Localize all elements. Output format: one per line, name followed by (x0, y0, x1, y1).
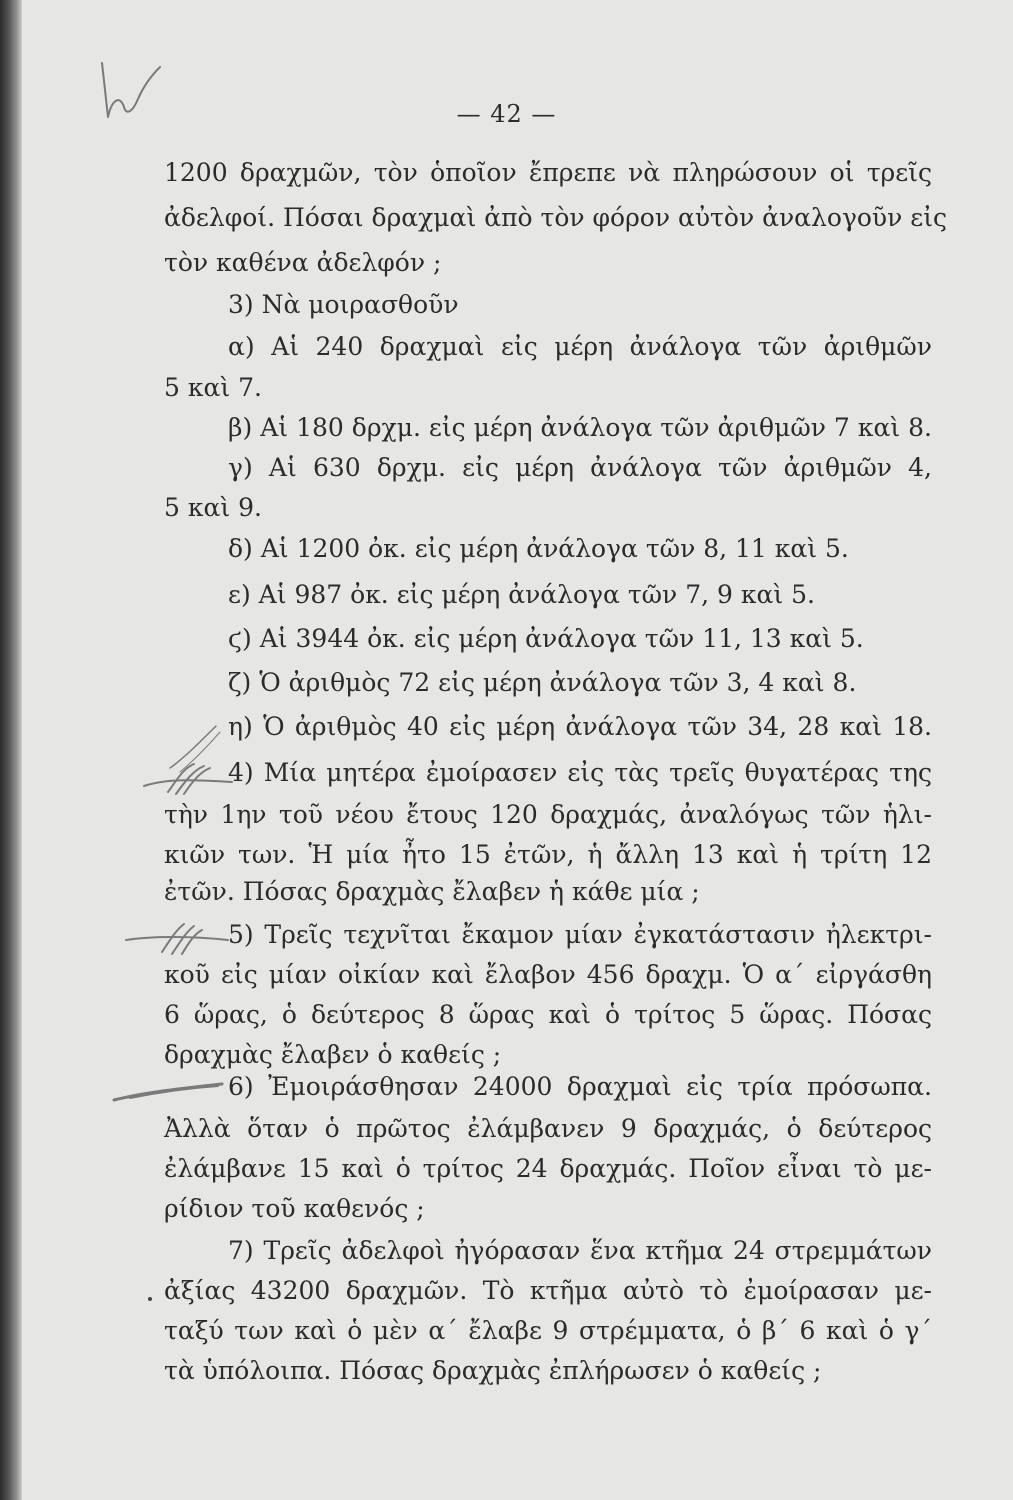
exercise-5-line-3: 6 ὥρας, ὁ δεύτερος 8 ὥρας καὶ ὁ τρίτος 5 ὥρας. Πόσας (164, 1000, 932, 1029)
exercise-6-line-3: ἐλάμβανε 15 καὶ ὁ τρίτος 24 δραχμάς. Ποῖον εἶναι τὸ με- (164, 1154, 932, 1183)
exercise-7-line-4: τὰ ὑπόλοιπα. Πόσας δραχμὰς ἐπλήρωσεν ὁ καθείς ; (164, 1356, 822, 1385)
book-binding-edge (0, 0, 22, 1500)
exercise-7-line-2: ἀξίας 43200 δραχμῶν. Τὸ κτῆμα αὐτὸ τὸ ἐμοίρασαν με- (164, 1276, 932, 1305)
exercise-4-line-2: τὴν 1ην τοῦ νέου ἔτους 120 δραχμάς, ἀναλόγως τῶν ἡλι- (164, 800, 932, 829)
margin-dot (148, 1297, 152, 1301)
exercise-4-line-3: κιῶν των. Ἡ μία ἦτο 15 ἐτῶν, ἡ ἄλλη 13 καὶ ἡ τρίτη 12 (164, 840, 932, 869)
page-number: — 42 — (456, 100, 557, 128)
exercise-3f: ϛ) Αἱ 3944 ὀκ. εἰς μέρη ἀνάλογα τῶν 11, 13 καὶ 5. (228, 624, 864, 653)
pencil-scribble-exercise-5 (122, 918, 232, 962)
exercise-3-heading: 3) Νὰ μοιρασθοῦν (228, 290, 459, 319)
exercise-3c-line-1: γ) Αἱ 630 δρχμ. εἰς μέρη ἀνάλογα τῶν ἀριθμῶν 4, (228, 453, 932, 482)
exercise-3b: β) Αἱ 180 δρχμ. εἰς μέρη ἀνάλογα τῶν ἀριθμῶν 7 καὶ 8. (228, 413, 932, 442)
exercise-4-line-1: 4) Μία μητέρα ἐμοίρασεν εἰς τὰς τρεῖς θυγατέρας της (228, 758, 932, 787)
text-line-1: 1200 δραχμῶν, τὸν ὁποῖον ἔπρεπε νὰ πληρώσουν οἱ τρεῖς (164, 158, 932, 187)
text-line-2: ἀδελφοί. Πόσαι δραχμαὶ ἀπὸ τὸν φόρον αὐτὸν ἀναλογοῦν εἰς (164, 203, 948, 232)
exercise-6-line-1: 6) Ἐμοιράσθησαν 24000 δραχμαὶ εἰς τρία πρόσωπα. (228, 1072, 932, 1101)
exercise-7-line-1: 7) Τρεῖς ἀδελφοὶ ἠγόρασαν ἕνα κτῆμα 24 στρεμμάτων (228, 1236, 932, 1265)
exercise-3g: ζ) Ὁ ἀριθμὸς 72 εἰς μέρη ἀνάλογα τῶν 3, 4 καὶ 8. (228, 668, 857, 697)
exercise-4-line-4: ἐτῶν. Πόσας δραχμὰς ἔλαβεν ἡ κάθε μία ; (164, 877, 700, 906)
exercise-5-line-1: 5) Τρεῖς τεχνῖται ἔκαμον μίαν ἐγκατάστασιν ἠλεκτρι- (228, 920, 932, 949)
exercise-6-line-4: ρίδιον τοῦ καθενός ; (164, 1194, 425, 1223)
text-line-3: τὸν καθένα ἀδελφόν ; (164, 248, 442, 277)
exercise-7-line-3: ταξύ των καὶ ὁ μὲν α΄ ἔλαβε 9 στρέμματα, ὁ β΄ 6 καὶ ὁ γ΄ (164, 1316, 932, 1345)
exercise-3e: ε) Αἱ 987 ὀκ. εἰς μέρη ἀνάλογα τῶν 7, 9 καὶ 5. (228, 580, 815, 609)
exercise-5-line-2: κοῦ εἰς μίαν οἰκίαν καὶ ἔλαβον 456 δραχμ. Ὁ α΄ εἰργάσθη (164, 960, 932, 989)
exercise-6-line-2: Ἀλλὰ ὅταν ὁ πρῶτος ἐλάμβανεν 9 δραχμάς, ὁ δεύτερος (164, 1114, 932, 1143)
exercise-3a-line-1: α) Αἱ 240 δραχμαὶ εἰς μέρη ἀνάλογα τῶν ἀριθμῶν (228, 332, 932, 361)
pencil-scribble-exercise-6 (110, 1074, 226, 1110)
exercise-3h: η) Ὁ ἀριθμὸς 40 εἰς μέρη ἀνάλογα τῶν 34, 28 καὶ 18. (228, 712, 932, 741)
exercise-3a-line-2: 5 καὶ 7. (164, 373, 262, 402)
exercise-3d: δ) Αἱ 1200 ὀκ. εἰς μέρη ἀνάλογα τῶν 8, 11 καὶ 5. (228, 534, 849, 563)
exercise-5-line-4: δραχμὰς ἔλαβεν ὁ καθείς ; (164, 1040, 502, 1069)
pencil-scribble-exercise-4 (138, 758, 238, 802)
exercise-3c-line-2: 5 καὶ 9. (164, 493, 262, 522)
